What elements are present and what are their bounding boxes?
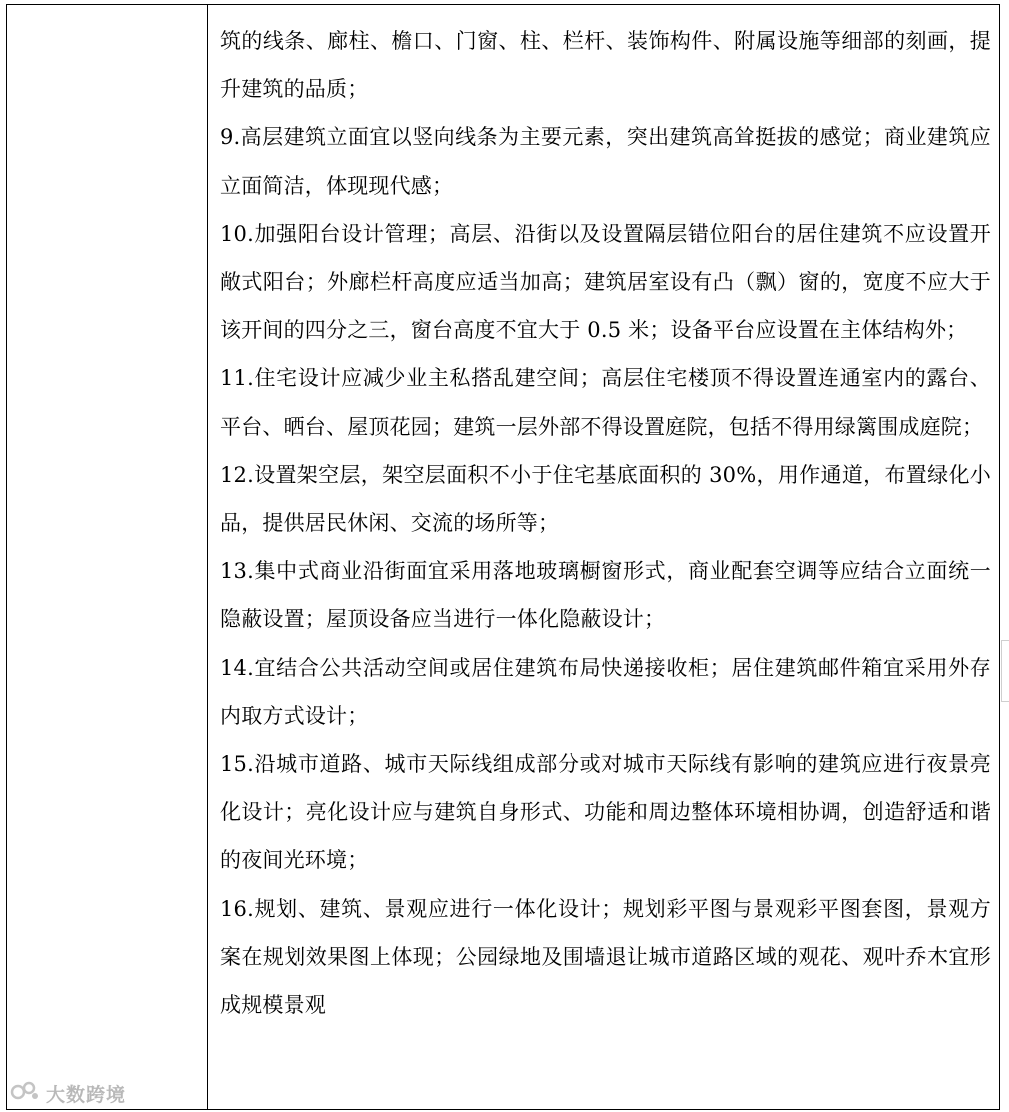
document-table [6, 4, 1000, 1110]
page-edge-marker [1001, 640, 1009, 702]
paragraph-item-9: 9.高层建筑立面宜以竖向线条为主要元素，突出建筑高耸挺拔的感觉；商业建筑应立面简洁，体现现代感； [220, 125, 991, 198]
watermark [10, 1079, 126, 1107]
paragraph-item-16: 16.规划、建筑、景观应进行一体化设计；规划彩平图与景观彩平图套图，景观方案在规划效果图上体现；公园绿地及围墙退让城市道路区域的观花、观叶乔木宜形成规模景观 [220, 896, 991, 1018]
paragraph-item-14: 14.宜结合公共活动空间或居住建筑布局快递接收柜；居住建筑邮件箱宜采用外存内取方式设计； [220, 655, 991, 728]
watermark-text: 大数跨境 [46, 1083, 127, 1106]
paragraph-item-10: 10.加强阳台设计管理；高层、沿街以及设置隔层错位阳台的居住建筑不应设置开敞式阳台；外廊栏杆高度应适当加高；建筑居室设有凸（飘）窗的，宽度不应大于该开间的四分之三，窗台高度不宜大于 0.5 米；设备平台应设置在主体结构外； [220, 221, 991, 343]
table-left-cell [7, 5, 208, 1109]
paragraph-item-12: 12.设置架空层，架空层面积不小于住宅基底面积的 30%，用作通道，布置绿化小品，提供居民休闲、交流的场所等； [220, 462, 991, 536]
paragraph-continuation: 筑的线条、廊柱、檐口、门窗、柱、栏杆、装饰构件、附属设施等细部的刻画，提升建筑的品质； [220, 29, 991, 102]
table-content-cell [208, 5, 999, 1109]
paragraph-item-11: 11.住宅设计应减少业主私搭乱建空间；高层住宅楼顶不得设置连通室内的露台、平台、晒台、屋顶花园；建筑一层外部不得设置庭院，包括不得用绿篱围成庭院； [220, 366, 991, 439]
logo-icon [10, 1079, 40, 1108]
paragraph-item-15: 15.沿城市道路、城市天际线组成部分或对城市天际线有影响的建筑应进行夜景亮化设计；亮化设计应与建筑自身形式、功能和周边整体环境相协调，创造舒适和谐的夜间光环境； [220, 752, 991, 873]
paragraph-item-13: 13.集中式商业沿街面宜采用落地玻璃橱窗形式，商业配套空调等应结合立面统一隐蔽设置；屋顶设备应当进行一体化隐蔽设计； [220, 559, 991, 632]
